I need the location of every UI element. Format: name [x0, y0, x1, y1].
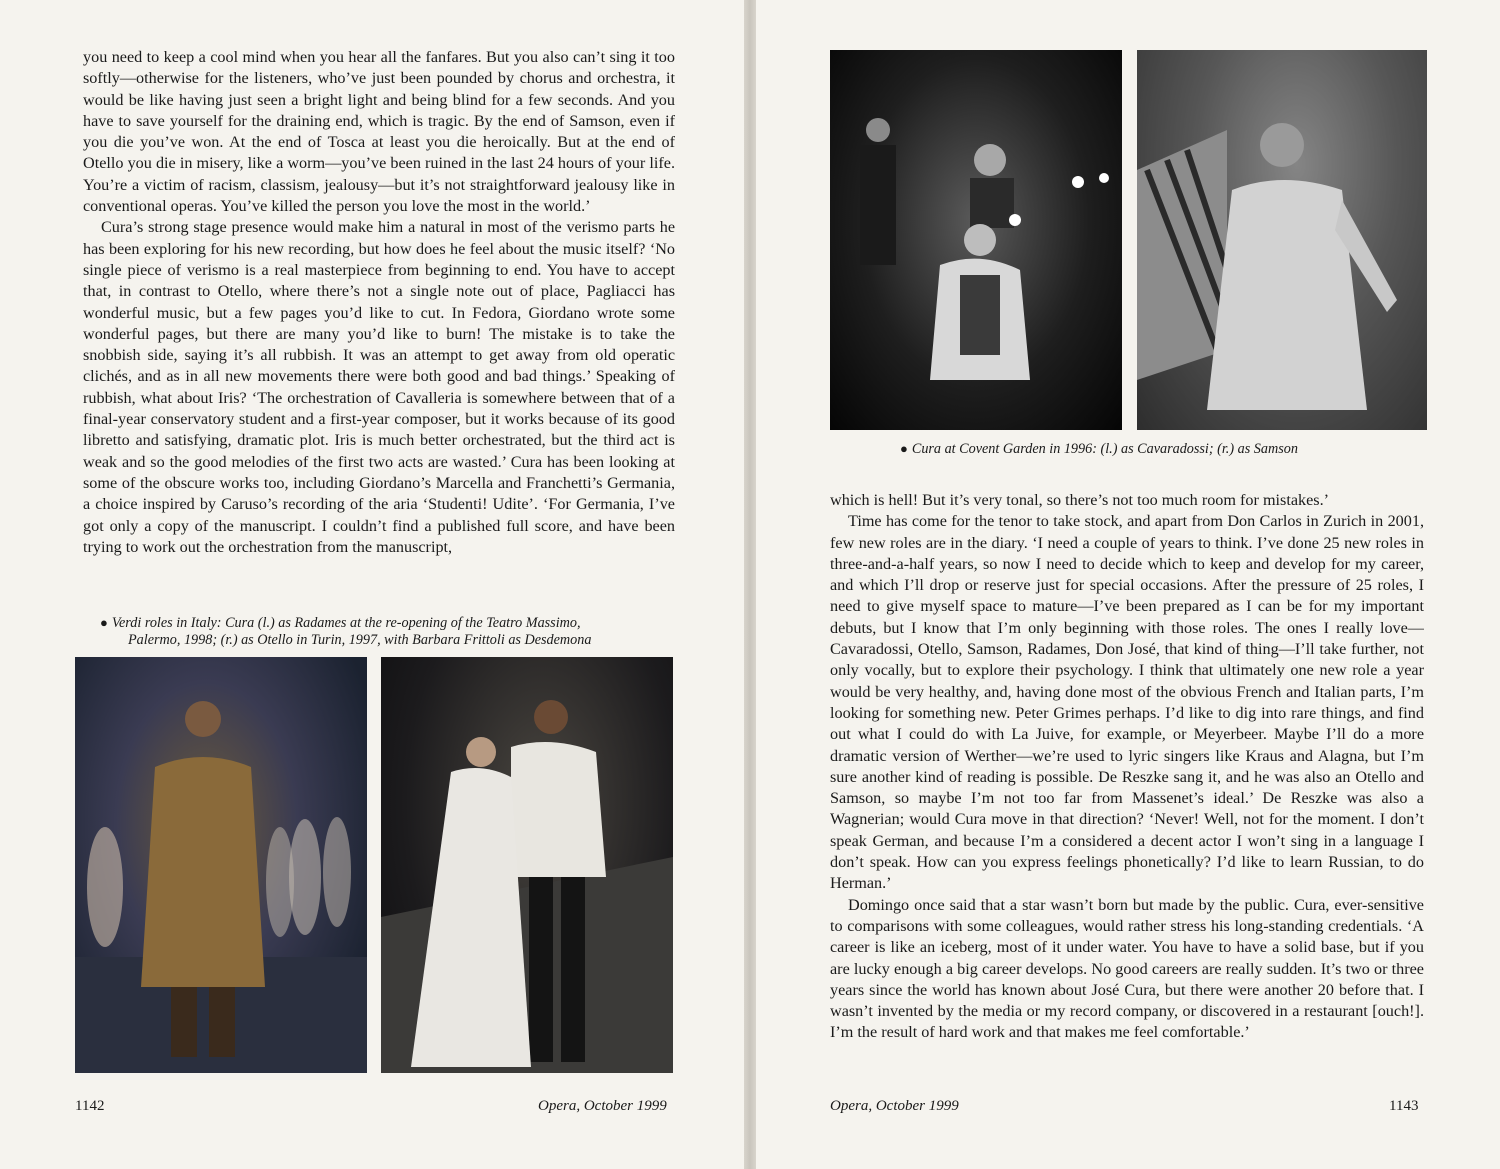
left-paragraph-1: you need to keep a cool mind when you hear all the fanfares. But you also can’t sing it too softly—otherwise for the listeners, who’ve just been pounded by chorus and orchestra, it would be like having just seen a bright light and being blind for a few seconds. And you have to save yourself for the draining end, which is tragic. By the end of Samson, even if you die you’ve won. At the end of Tosca at least you die heroically. But at the end of Otello you die in misery, like a worm—you’ve been ruined in the last 24 hours of your life. You’re a victim of racism, classism, jealousy—but it’s not straightforward jealousy like in conventional operas. You’ve killed the person you love the most in the world.’	[83, 48, 675, 216]
photo-otello-illustration	[381, 657, 673, 1073]
right-paragraph-1: which is hell! But it’s very tonal, so there’s not too much room for mistakes.’	[830, 491, 1330, 509]
bullet-icon: ●	[900, 441, 908, 456]
left-photo-caption	[100, 614, 660, 649]
photo-cavaradossi	[830, 50, 1122, 430]
left-caption-line-1	[100, 614, 660, 632]
right-photo-caption	[900, 440, 1400, 458]
right-caption-text: Cura at Covent Garden in 1996: (l.) as Cavaradossi; (r.) as Samson	[911, 441, 1298, 457]
page-gutter	[744, 0, 756, 1169]
right-body-text	[830, 490, 1424, 1080]
left-body-text	[83, 47, 675, 607]
left-caption-text-1: Verdi roles in Italy: Cura (l.) as Radames at the re-opening of the Teatro Massimo,	[111, 615, 581, 631]
photo-samson	[1137, 50, 1427, 430]
right-paragraph-3: Domingo once said that a star wasn’t born but made by the public. Cura, ever-sensitive to comparisons with some colleagues, would rather stress his long-standing credentials. ‘A career is like an iceberg, most of it under water. You have to have a solid base, but if you are lucky enough a big career develops. No good careers are really sudden. It’s two or three years since the world has known about José Cura, but there were another 20 before that. I wasn’t invented by the media or my record company, or discovered in a restaurant [ouch!]. I’m the result of hard work and that makes me feel comfortable.’	[830, 895, 1424, 1042]
left-paragraph-2: Cura’s strong stage presence would make him a natural in most of the verismo parts he has been exploring for his new recording, but how does he feel about the music itself? ‘No single piece of verismo is a real masterpiece from beginning to end. You have to accept that, in contrast to Otello, where there’s not a single note out of place, Pagliacci has wonderful music, but a few pages you’d like to cut. In Fedora, Giordano wrote some wonderful pages, but there are many you’d like to burn! The mistake is to take the snobbish side, saying it’s all rubbish. It was an attempt to get away from old operatic clichés, and as in all new movements there were both good and bad things.’ Speaking of rubbish, what about Iris? ‘The orchestration of Cavalleria is somewhere between that of a final-year conservatory student and a first-year composer, but it works because of its good libretto and satisfying, dramatic plot. Iris is much better orchestrated, but the third act is weak and so the good melodies of the first two acts are wasted.’ Cura has been looking at some of the obscure works too, including Giordano’s Marcella and Franchetti’s Germania, a choice inspired by Caruso’s recording of the aria ‘Studenti! Udite’. ‘For Germania, I’ve got only a copy of the manuscript. I couldn’t find a published full score, and have been trying to work out the orchestration from the manuscript,	[83, 218, 675, 556]
left-journal-footer: Opera, October 1999	[538, 1098, 667, 1114]
photo-cavaradossi-illustration	[830, 50, 1122, 430]
left-caption-line-2: Palermo, 1998; (r.) as Otello in Turin, 1997, with Barbara Frittoli as Desdemona	[128, 632, 592, 648]
right-paragraph-2: Time has come for the tenor to take stock, and apart from Don Carlos in Zurich in 2001, few new roles are in the diary. ‘I need a couple of years to think. I’ve done 25 new roles in three-and-a-half years, so now I need to decide which to keep and develop for my career, and which I’ll drop or reserve just for special occasions. After the pressure of 25 roles, I need to give myself space to mature—I’ve been prepared as I can be for my important debuts, but I know that I’m only beginning with those roles. The ones I really love—Cavaradossi, Otello, Samson, Radames, Don José, that kind of thing—I’ll take further, not only vocally, but to explore their psychology. I think that ultimately one new role a year would be very healthy, and, having done most of the obvious French and Italian parts, I’m looking for something new. Peter Grimes perhaps. I’d like to dig into rare things, and find out what I could do with La Juive, for example, or Meyerbeer. Maybe I’ll do a more dramatic version of Werther—we’re used to lyric singers like Kraus and Alagna, but I’m sure another kind of reading is possible. De Reszke sang it, and he was also an Otello and Samson, so maybe I’m not too far from Massenet’s ideal.’ De Reszke was also a Wagnerian; would Cura move in that direction? ‘Never! Well, not for the moment. I don’t speak German, and because I’m a considered a decent actor I won’t sing in a language I don’t speak. How can you express feelings phonetically? I’d like to learn Russian, to do Herman.’	[830, 512, 1424, 893]
photo-radames-illustration	[75, 657, 367, 1073]
photo-samson-illustration	[1137, 50, 1427, 430]
bullet-icon: ●	[100, 615, 108, 630]
photo-radames	[75, 657, 367, 1073]
right-journal-footer: Opera, October 1999	[830, 1098, 959, 1114]
left-page-number: 1142	[75, 1098, 105, 1114]
photo-otello	[381, 657, 673, 1073]
right-page-number: 1143	[1389, 1098, 1419, 1114]
